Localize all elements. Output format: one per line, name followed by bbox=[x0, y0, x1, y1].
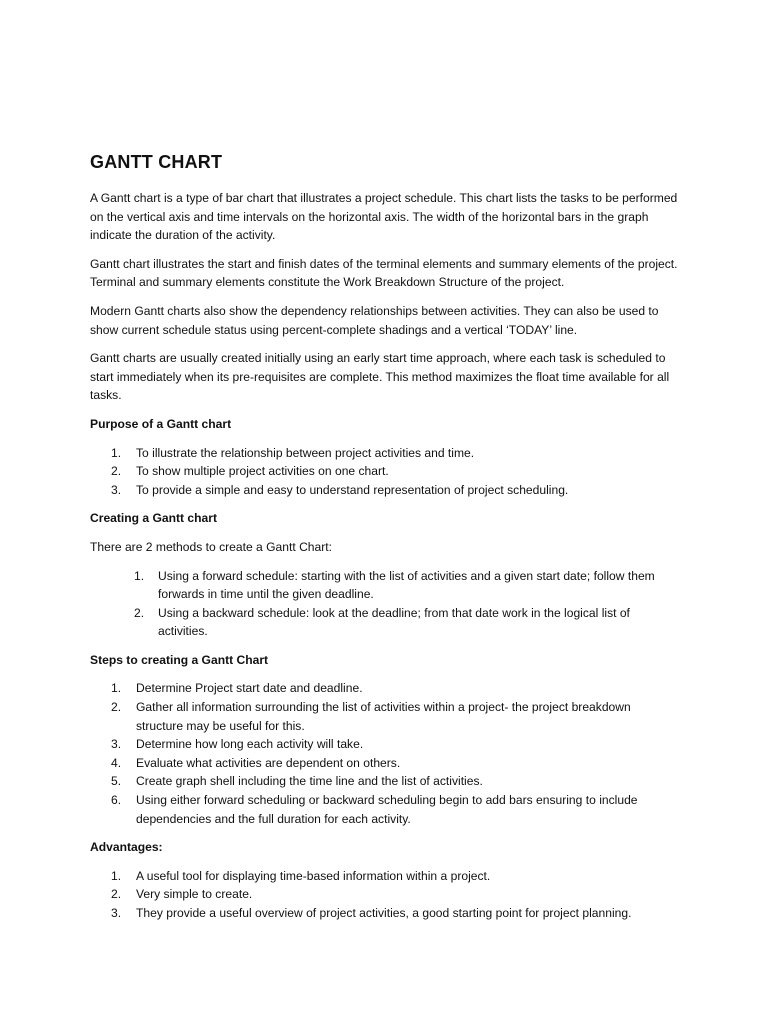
section-heading-advantages: Advantages: bbox=[90, 840, 163, 855]
list-item-text: Determine how long each activity will take. bbox=[136, 737, 364, 752]
list-item bbox=[90, 679, 680, 698]
list-item-text: Gather all information surrounding the list of activities within a project- the project breakdown structure may be useful for this. bbox=[136, 700, 631, 733]
list-number: 1. bbox=[111, 445, 122, 460]
list-number: 5. bbox=[111, 774, 122, 789]
list-number: 2. bbox=[134, 605, 145, 620]
list-number: 1. bbox=[134, 568, 145, 583]
list-item bbox=[90, 867, 680, 886]
creating-intro: There are 2 methods to create a Gantt Chart: bbox=[90, 539, 332, 554]
list-item bbox=[90, 885, 680, 904]
list-item bbox=[90, 462, 680, 481]
list-number: 6. bbox=[111, 793, 122, 808]
list-item-text: Using a forward schedule: starting with the list of activities and a given start date; follow them forwards in time until the given deadline. bbox=[158, 568, 655, 602]
paragraph-early-start: Gantt charts are usually created initially using an early start time approach, where each task is scheduled to start immediately when its pre-requisites are complete. This method maximizes the float time available for all tasks. bbox=[90, 351, 670, 403]
list-number: 3. bbox=[111, 737, 122, 752]
list-item-text: Using either forward scheduling or backward scheduling begin to add bars ensuring to include dependencies and the full duration for each activity. bbox=[136, 793, 638, 826]
list-item bbox=[90, 604, 680, 641]
list-item bbox=[90, 481, 680, 500]
list-item-text: To provide a simple and easy to understand representation of project scheduling. bbox=[136, 482, 569, 497]
list-item-text: Using a backward schedule: look at the deadline; from that date work in the logical list of activities. bbox=[158, 605, 630, 639]
list-item bbox=[90, 444, 680, 463]
document-page bbox=[90, 152, 680, 933]
list-number: 2. bbox=[111, 464, 122, 479]
advantages-list bbox=[90, 867, 680, 923]
list-number: 3. bbox=[111, 906, 122, 920]
paragraph-definition: A Gantt chart is a type of bar chart that illustrates a project schedule. This chart lists the tasks to be performed on the vertical axis and time intervals on the horizontal axis. The width of the horizontal bars in the graph indicate the duration of the activity. bbox=[90, 191, 678, 243]
list-item bbox=[90, 904, 680, 923]
list-item-text: To illustrate the relationship between project activities and time. bbox=[136, 445, 475, 460]
list-item bbox=[90, 567, 680, 604]
list-item bbox=[90, 772, 680, 791]
list-number: 2. bbox=[111, 887, 122, 902]
section-heading-purpose: Purpose of a Gantt chart bbox=[90, 416, 232, 431]
section-heading-creating: Creating a Gantt chart bbox=[90, 511, 218, 526]
list-item bbox=[90, 754, 680, 773]
list-item-text: Very simple to create. bbox=[136, 887, 253, 902]
list-item-text: Determine Project start date and deadline. bbox=[136, 681, 363, 696]
list-item bbox=[90, 735, 680, 754]
list-number: 4. bbox=[111, 755, 122, 770]
page-title: GANTT CHART bbox=[90, 152, 223, 172]
paragraph-dates: Gantt chart illustrates the start and finish dates of the terminal elements and summary elements of the project. Terminal and summary elements constitute the Work Breakdown Structure of the project. bbox=[90, 256, 678, 290]
list-item-text: Evaluate what activities are dependent on others. bbox=[136, 755, 401, 770]
list-item bbox=[90, 698, 680, 735]
list-item-text: Create graph shell including the time line and the list of activities. bbox=[136, 774, 483, 789]
list-number: 2. bbox=[111, 700, 122, 715]
list-item-text: A useful tool for displaying time-based information within a project. bbox=[136, 868, 491, 883]
list-number: 3. bbox=[111, 482, 122, 497]
steps-list bbox=[90, 679, 680, 828]
creating-list bbox=[90, 567, 680, 641]
section-heading-steps: Steps to creating a Gantt Chart bbox=[90, 652, 269, 667]
list-item-text: To show multiple project activities on one chart. bbox=[136, 464, 389, 479]
list-item bbox=[90, 791, 680, 828]
list-number: 1. bbox=[111, 681, 122, 696]
list-item-text: They provide a useful overview of project activities, a good starting point for project planning. bbox=[136, 906, 632, 920]
purpose-list bbox=[90, 444, 680, 500]
list-number: 1. bbox=[111, 868, 122, 883]
paragraph-modern: Modern Gantt charts also show the dependency relationships between activities. They can also be used to show current schedule status using percent-complete shadings and a vertical ‘TODAY’ line. bbox=[90, 303, 659, 337]
